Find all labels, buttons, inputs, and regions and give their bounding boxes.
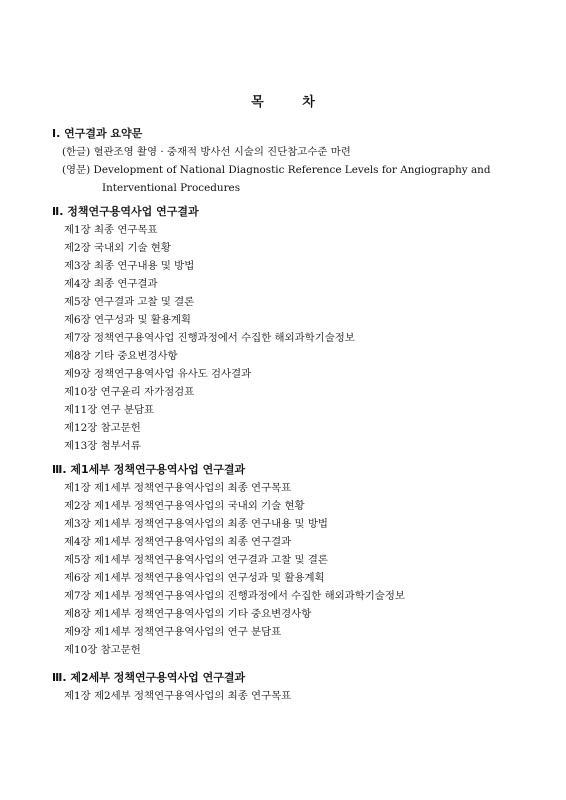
english-abstract-link[interactable]: (영문) Development of National Diagnostic Reference Levels for Angiography and: [62, 164, 491, 176]
english-abstract-continuation[interactable]: Interventional Procedures: [102, 182, 241, 194]
korean-abstract-link[interactable]: (한글) 혈관조영 촬영 · 중재적 방사선 시술의 진단참고수준 마련: [62, 146, 351, 158]
toc-item[interactable]: 제5장 연구결과 고찰 및 결론: [64, 296, 195, 308]
toc-item[interactable]: 제10장 참고문헌: [64, 644, 141, 656]
toc-item[interactable]: 제2장 국내외 기술 현황: [64, 242, 171, 254]
section-heading[interactable]: Ⅲ. 제2세부 정책연구용역사업 연구결과: [52, 671, 246, 684]
toc-item[interactable]: 제8장 제1세부 정책연구용역사업의 기타 중요변경사항: [64, 608, 312, 620]
section-heading[interactable]: Ⅱ. 정책연구용역사업 연구결과: [52, 205, 199, 218]
table-of-contents: [52, 125, 542, 711]
toc-item[interactable]: 제7장 정책연구용역사업 진행과정에서 수집한 해외과학기술정보: [64, 332, 355, 344]
toc-item[interactable]: 제6장 연구성과 및 활용계획: [64, 314, 191, 326]
toc-item[interactable]: 제3장 최종 연구내용 및 방법: [64, 260, 195, 272]
toc-item[interactable]: 제12장 참고문헌: [64, 422, 141, 434]
toc-item[interactable]: 제3장 제1세부 정책연구용역사업의 최종 연구내용 및 방법: [64, 518, 328, 530]
toc-item[interactable]: 제1장 제2세부 정책연구용역사업의 최종 연구목표: [64, 690, 292, 702]
section-subproject-2: [52, 669, 542, 705]
toc-item[interactable]: 제2장 제1세부 정책연구용역사업의 국내외 기술 현황: [64, 500, 305, 512]
toc-item[interactable]: 제7장 제1세부 정책연구용역사업의 진행과정에서 수집한 해외과학기술정보: [64, 590, 405, 602]
toc-item[interactable]: 제11장 연구 분담표: [64, 404, 155, 416]
section-policy-research: [52, 203, 542, 455]
toc-item[interactable]: 제6장 제1세부 정책연구용역사업의 연구성과 및 활용계획: [64, 572, 325, 584]
toc-item[interactable]: 제1장 제1세부 정책연구용역사업의 최종 연구목표: [64, 482, 292, 494]
toc-item[interactable]: 제4장 최종 연구결과: [64, 278, 158, 290]
section-heading[interactable]: Ⅲ. 제1세부 정책연구용역사업 연구결과: [52, 463, 246, 476]
toc-item[interactable]: 제5장 제1세부 정책연구용역사업의 연구결과 고찰 및 결론: [64, 554, 328, 566]
section-heading[interactable]: Ⅰ. 연구결과 요약문: [52, 127, 143, 140]
section-subproject-1: [52, 461, 542, 659]
toc-item[interactable]: 제4장 제1세부 정책연구용역사업의 최종 연구결과: [64, 536, 292, 548]
toc-item[interactable]: 제10장 연구윤리 자가점검표: [64, 386, 195, 398]
toc-item[interactable]: 제9장 정책연구용역사업 유사도 검사결과: [64, 368, 252, 380]
page-title: 목 차: [251, 95, 315, 110]
toc-item[interactable]: 제1장 최종 연구목표: [64, 224, 158, 236]
section-summary: [52, 125, 542, 197]
toc-item[interactable]: 제8장 기타 중요변경사항: [64, 350, 178, 362]
toc-item[interactable]: 제13장 첨부서류: [64, 440, 141, 452]
toc-item[interactable]: 제9장 제1세부 정책연구용역사업의 연구 분담표: [64, 626, 282, 638]
